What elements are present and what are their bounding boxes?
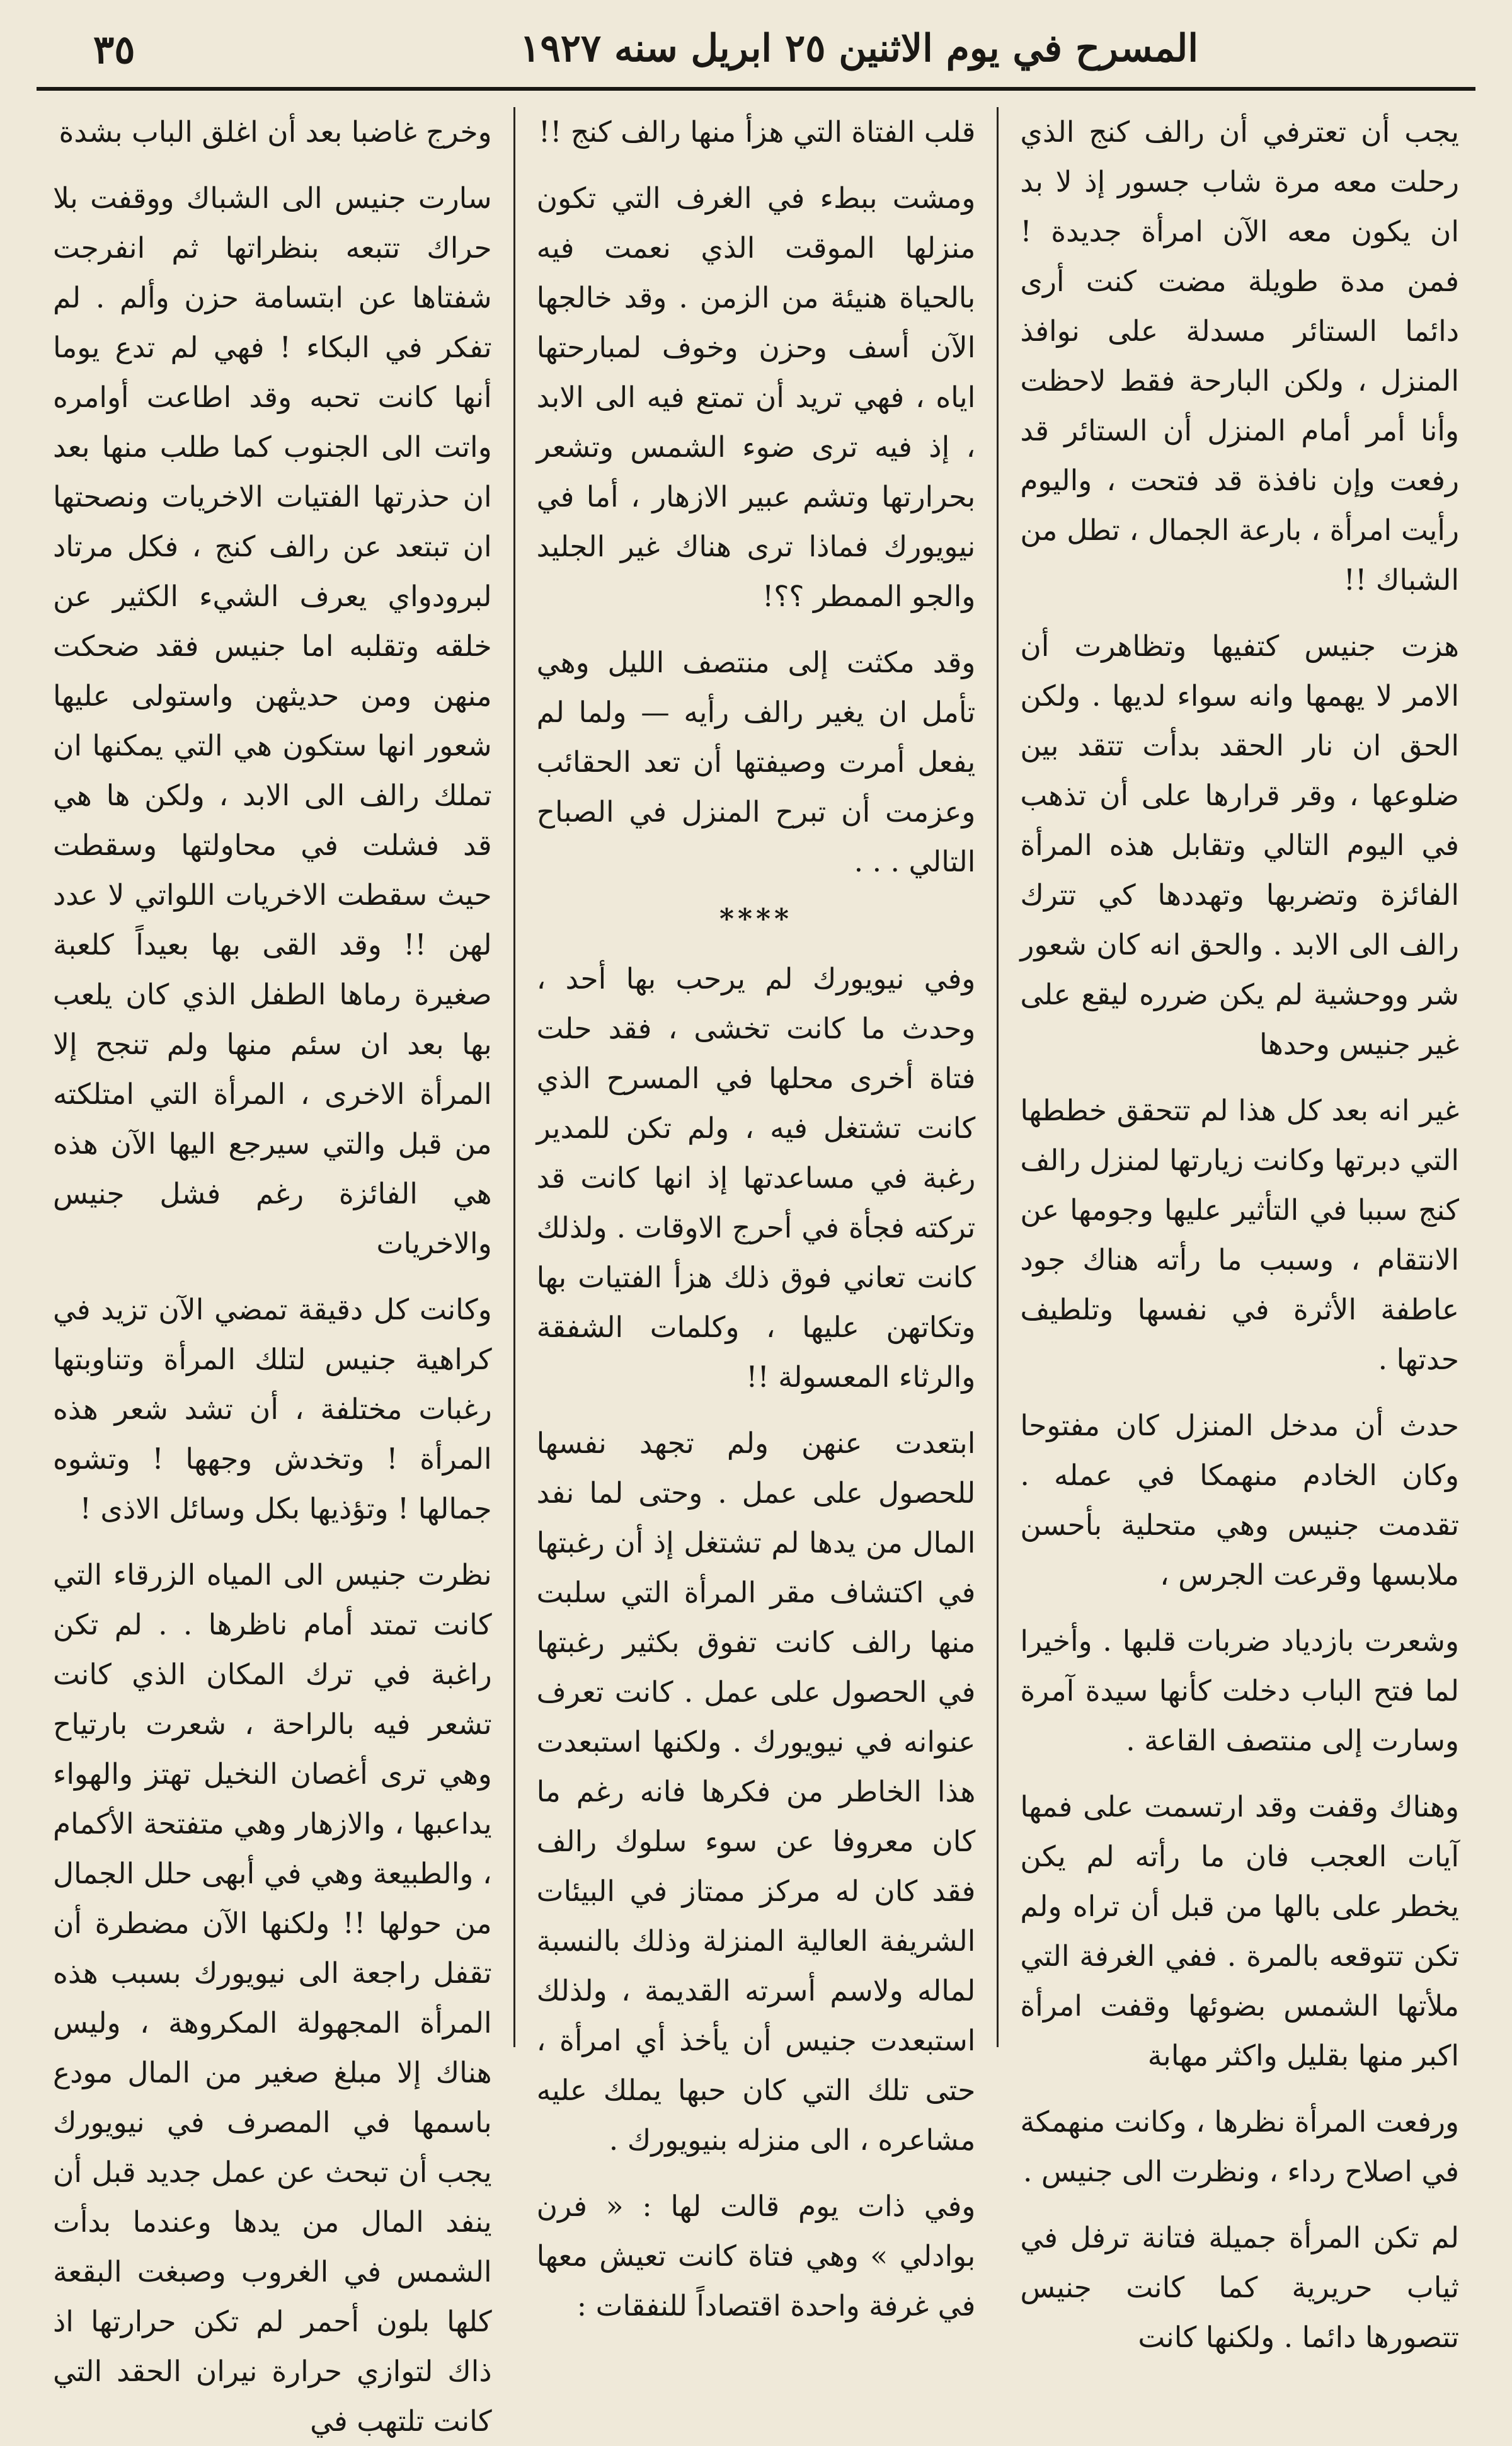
column-3 bbox=[999, 107, 1480, 2354]
section-separator: **** bbox=[719, 903, 793, 935]
header-title: المسرح في يوم الاثنين ٢٥ ابريل سنه ١٩٢٧ bbox=[520, 26, 1198, 71]
paragraph: وهناك وقفت وقد ارتسمت على فمها آيات العجب فان ما رأته لم يكن يخطر على بالها من قبل أن تراه ولم تكن تتوقعه بالمرة . ففي الغرفة التي ملأتها الشمس بضوئها وقفت امرأة اكبر منها بقليل واكثر مهابة bbox=[1020, 1790, 1460, 2072]
paragraph: لم تكن المرأة جميلة فتانة ترفل في ثياب حريرية كما كانت جنيس تتصورها دائما . ولكنها كانت bbox=[1020, 2221, 1460, 2354]
paragraph: وشعرت بازدياد ضربات قلبها . وأخيرا لما فتح الباب دخلت كأنها سيدة آمرة وسارت إلى منتصف القاعة . bbox=[1020, 1624, 1460, 1757]
page-number: ٣٥ bbox=[93, 26, 135, 72]
paragraph: وفي ذات يوم قالت لها : « فرن بوادلي » وهي فتاة كانت تعيش معها في غرفة واحدة اقتصاداً للنفقات : bbox=[536, 2190, 976, 2323]
header-rule bbox=[37, 87, 1475, 91]
paragraph: وقد مكثت إلى منتصف الليل وهي تأمل ان يغير رالف رأيه — ولما لم يفعل أمرت وصيفتها أن تعد الحقائب وعزمت أن تبرح المنزل في الصباح التالي . . . bbox=[536, 646, 976, 878]
article-columns bbox=[32, 107, 1480, 2438]
paragraph: وخرج غاضبا بعد أن اغلق الباب بشدة bbox=[59, 115, 492, 149]
paragraph: هزت جنيس كتفيها وتظاهرت أن الامر لا يهمها وانه سواء لديها . ولكن الحق ان نار الحقد بدأت تتقد بين ضلوعها ، وقر قرارها على أن تذهب في اليوم التالي وتقابل هذه المرأة الفائزة وتضربها وتهددها كي تترك رالف الى الابد . والحق انه كان شعور شر ووحشية لم يكن ضرره ليقع على غير جنيس وحدها bbox=[1020, 629, 1460, 1061]
column-2 bbox=[515, 107, 997, 2323]
column-divider bbox=[997, 107, 999, 2047]
paragraph: وفي نيويورك لم يرحب بها أحد ، وحدث ما كانت تخشى ، فقد حلت فتاة أخرى محلها في المسرح الذي كانت تشتغل فيه ، ولم تكن للمدير رغبة في مساعدتها إذ انها كانت قد تركته فجأة في أحرج الاوقات . ولذلك كانت تعاني فوق ذلك هزأ الفتيات بها وتكاتهن عليها ، وكلمات الشفقة والرثاء المعسولة !! bbox=[536, 962, 976, 1394]
paragraph: سارت جنيس الى الشباك ووقفت بلا حراك تتبعه بنظراتها ثم انفرجت شفتاها عن ابتسامة حزن وألم . لم تفكر في البكاء ! فهي لم تدع يوما أنها كانت تحبه وقد اطاعت أوامره واتت الى الجنوب كما طلب منها بعد ان حذرتها الفتيات الاخريات ونصحتها ان تبتعد عن رالف كنج ، فكل مرتاد لبرودواي يعرف الشيء الكثير عن خلقه وتقلبه اما جنيس فقد ضحكت منهن ومن حديثهن واستولى عليها شعور انها ستكون هي التي يمكنها ان تملك رالف الى الابد ، ولكن ها هي قد فشلت في محاولتها وسقطت حيث سقطت الاخريات اللواتي لا عدد لهن !! وقد القى بها بعيداً كلعبة صغيرة رماها الطفل الذي كان يلعب بها بعد ان سئم منها ولم تنجح إلا المرأة الاخرى ، المرأة التي امتلكته من قبل والتي سيرجع اليها الآن هذه هي الفائزة رغم فشل جنيس والاخريات bbox=[53, 181, 492, 1260]
paragraph: ورفعت المرأة نظرها ، وكانت منهمكة في اصلاح رداء ، ونظرت الى جنيس . bbox=[1020, 2105, 1460, 2188]
column-1 bbox=[32, 107, 513, 2438]
paragraph: وكانت كل دقيقة تمضي الآن تزيد في كراهية جنيس لتلك المرأة وتناوبتها رغبات مختلفة ، أن تشد شعر هذه المرأة ! وتخدش وجهها ! وتشوه جمالها ! وتؤذيها بكل وسائل الاذى ! bbox=[53, 1293, 492, 1525]
paragraph: نظرت جنيس الى المياه الزرقاء التي كانت تمتد أمام ناظرها . . لم تكن راغبة في ترك المكان الذي كانت تشعر فيه بالراحة ، شعرت بارتياح وهي ترى أغصان النخيل تهتز والهواء يداعبها ، والازهار وهي متفتحة الأكمام ، والطبيعة وهي في أبهى حلل الجمال من حولها !! ولكنها الآن مضطرة أن تقفل راجعة الى نيويورك بسبب هذه المرأة المجهولة المكروهة ، وليس هناك إلا مبلغ صغير من المال مودع باسمها في المصرف في نيويورك يجب أن تبحث عن عمل جديد قبل أن ينفد المال من يدها وعندما بدأت الشمس في الغروب وصبغت البقعة كلها بلون أحمر لم تكن حرارتها اذ ذاك لتوازي حرارة نيران الحقد التي كانت تلتهب في bbox=[53, 1558, 492, 2438]
paragraph: ابتعدت عنهن ولم تجهد نفسها للحصول على عمل . وحتى لما نفد المال من يدها لم تشتغل إذ أن رغبتها في اكتشاف مقر المرأة التي سلبت منها رالف كانت تفوق بكثير رغبتها في الحصول على عمل . كانت تعرف عنوانه في نيويورك . ولكنها استبعدت هذا الخاطر من فكرها فانه رغم ما كان معروفا عن سوء سلوك رالف فقد كان له مركز ممتاز في البيئات الشريفة العالية المنزلة وذلك بالنسبة لماله ولاسم أسرته القديمة ، ولذلك استبعدت جنيس أن يأخذ أي امرأة ، حتى تلك التي كان حبها يملك عليه مشاعره ، الى منزله بنيويورك . bbox=[536, 1427, 976, 2157]
paragraph: غير انه بعد كل هذا لم تتحقق خططها التي دبرتها وكانت زيارتها لمنزل رالف كنج سببا في التأثير عليها وجومها عن الانتقام ، وسبب ما رأته هناك جود عاطفة الأثرة في نفسها وتلطيف حدتها . bbox=[1020, 1094, 1460, 1376]
paragraph: ومشت ببطء في الغرف التي تكون منزلها الموقت الذي نعمت فيه بالحياة هنيئة من الزمن . وقد خالجها الآن أسف وحزن وخوف لمبارحتها اياه ، فهي تريد أن تمتع فيه الى الابد ، إذ فيه ترى ضوء الشمس وتشعر بحرارتها وتشم عبير الازهار ، أما في نيويورك فماذا ترى هناك غير الجليد والجو الممطر ؟؟! bbox=[536, 181, 976, 613]
paragraph: قلب الفتاة التي هزأ منها رالف كنج !! bbox=[538, 115, 976, 149]
column-divider bbox=[513, 107, 515, 2047]
paragraph: يجب أن تعترفي أن رالف كنج الذي رحلت معه مرة شاب جسور إذ لا بد ان يكون معه الآن امرأة جديدة ! فمن مدة طويلة مضت كنت أرى دائما الستائر مسدلة على نوافذ المنزل ، ولكن البارحة فقط لاحظت وأنا أمر أمام المنزل أن الستائر قد رفعت وإن نافذة قد فتحت ، واليوم رأيت امرأة ، بارعة الجمال ، تطل من الشباك !! bbox=[1020, 115, 1460, 597]
paragraph: حدث أن مدخل المنزل كان مفتوحا وكان الخادم منهمكا في عمله . تقدمت جنيس وهي متحلية بأحسن ملابسها وقرعت الجرس ، bbox=[1020, 1409, 1460, 1592]
page-header bbox=[37, 18, 1475, 87]
